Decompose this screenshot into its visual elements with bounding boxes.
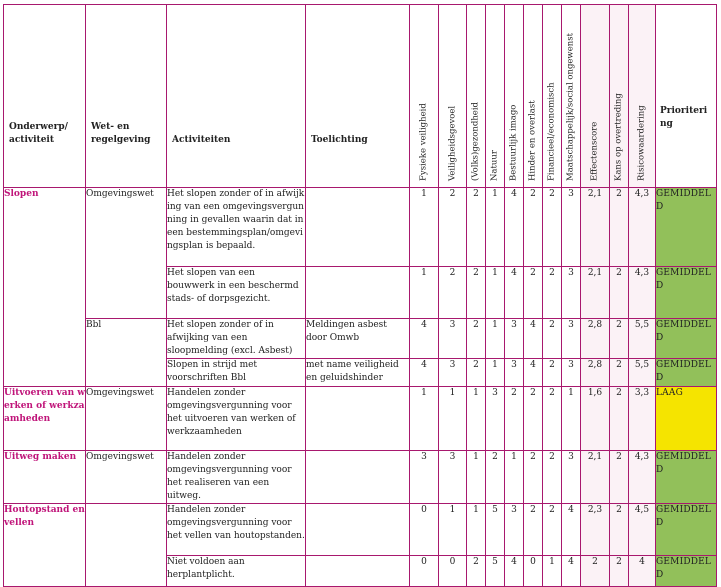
score-cell: 4 — [562, 504, 581, 556]
score-cell: 0 — [439, 556, 467, 587]
header-financieel-economisch — [543, 5, 562, 188]
effect-score-cell: 2,3 — [581, 504, 610, 556]
effect-score-cell: 2,1 — [581, 451, 610, 504]
table-row — [4, 188, 717, 267]
probability-cell: 2 — [610, 387, 629, 451]
effect-score-cell: 2 — [581, 556, 610, 587]
note-cell — [306, 504, 410, 556]
score-cell: 2 — [467, 359, 486, 387]
score-cell: 2 — [524, 188, 543, 267]
score-cell: 0 — [410, 504, 439, 556]
header-label: Kans op overtreding — [613, 93, 624, 181]
score-cell: 2 — [524, 267, 543, 319]
score-cell: 2 — [467, 267, 486, 319]
score-cell: 3 — [410, 451, 439, 504]
header-topic: Onderwerp/ activiteit — [4, 5, 86, 188]
header-label: Veiligheidsgevoel — [447, 105, 457, 181]
probability-cell: 2 — [610, 267, 629, 319]
score-cell: 2 — [467, 319, 486, 359]
score-cell: 2 — [543, 504, 562, 556]
effect-score-cell: 2,1 — [581, 188, 610, 267]
topic-cell: Houtopstand en vellen — [4, 504, 86, 587]
score-cell: 3 — [439, 451, 467, 504]
priority-badge: GEMIDDELD — [656, 319, 717, 359]
score-cell: 1 — [486, 359, 505, 387]
priority-badge: GEMIDDELD — [656, 359, 717, 387]
header-label: Effectenscore — [589, 121, 600, 181]
header-law: Wet- en regelgeving — [86, 5, 167, 188]
activity-cell: Het slopen van een bouwwerk in een beschermd stads- of dorpsgezicht. — [167, 267, 306, 319]
score-cell: 5 — [486, 556, 505, 587]
score-cell: 2 — [467, 188, 486, 267]
activity-cell: Handelen zonder omgevingsvergunning voor het uitvoeren van werken of werkzaamheden — [167, 387, 306, 451]
activity-cell: Handelen zonder omgevingsvergunning voor het realiseren van een uitweg. — [167, 451, 306, 504]
priority-badge: GEMIDDELD — [656, 188, 717, 267]
header-hinder-en-overlast — [524, 5, 543, 188]
probability-cell: 2 — [610, 188, 629, 267]
score-cell: 3 — [505, 504, 524, 556]
note-cell — [306, 188, 410, 267]
score-cell: 2 — [439, 267, 467, 319]
topic-cell: Uitvoeren van werken of werkzaamheden — [4, 387, 86, 451]
score-cell: 1 — [467, 387, 486, 451]
score-cell: 3 — [562, 188, 581, 267]
effect-score-cell: 2,1 — [581, 267, 610, 319]
score-cell: 1 — [486, 188, 505, 267]
note-cell — [306, 556, 410, 587]
law-cell — [86, 504, 167, 587]
law-cell: Omgevingswet — [86, 188, 167, 319]
effect-score-cell: 1,6 — [581, 387, 610, 451]
risk-value-cell: 3,3 — [629, 387, 656, 451]
header-activities: Activiteiten — [167, 5, 306, 188]
score-cell: 2 — [524, 387, 543, 451]
score-cell: 2 — [524, 451, 543, 504]
priority-badge: GEMIDDELD — [656, 267, 717, 319]
risk-value-cell: 4,5 — [629, 504, 656, 556]
score-cell: 1 — [410, 267, 439, 319]
score-cell: 1 — [439, 387, 467, 451]
risk-value-cell: 5,5 — [629, 359, 656, 387]
header-label: Natuur — [489, 150, 500, 181]
note-cell: met name veiligheid en geluidshinder — [306, 359, 410, 387]
score-cell: 5 — [486, 504, 505, 556]
header-natuur — [486, 5, 505, 188]
score-cell: 4 — [524, 319, 543, 359]
risk-value-cell: 4,3 — [629, 267, 656, 319]
score-cell: 2 — [543, 319, 562, 359]
risk-assessment-table — [3, 4, 717, 587]
score-cell: 1 — [439, 504, 467, 556]
score-cell: 1 — [410, 188, 439, 267]
table-row — [4, 451, 717, 504]
note-cell — [306, 267, 410, 319]
header-fysieke-veiligheid — [410, 5, 439, 188]
score-cell: 2 — [543, 387, 562, 451]
note-cell: Meldingen asbest door Omwb — [306, 319, 410, 359]
activity-cell: Slopen in strijd met voorschriften Bbl — [167, 359, 306, 387]
risk-value-cell: 5,5 — [629, 319, 656, 359]
activity-cell: Handelen zonder omgevingsvergunning voor het vellen van houtopstanden. — [167, 504, 306, 556]
score-cell: 1 — [486, 267, 505, 319]
note-cell — [306, 387, 410, 451]
score-cell: 1 — [467, 451, 486, 504]
activity-cell: Het slopen zonder of in afwijking van een sloopmelding (excl. Asbest) — [167, 319, 306, 359]
risk-value-cell: 4,3 — [629, 451, 656, 504]
score-cell: 1 — [486, 319, 505, 359]
score-cell: 1 — [410, 387, 439, 451]
score-cell: 3 — [562, 319, 581, 359]
score-cell: 2 — [467, 556, 486, 587]
score-cell: 4 — [410, 319, 439, 359]
score-cell: 1 — [562, 387, 581, 451]
priority-badge: LAAG — [656, 387, 717, 451]
header-risicowaardering — [629, 5, 656, 188]
table-row — [4, 387, 717, 451]
score-cell: 2 — [486, 451, 505, 504]
score-cell: 4 — [505, 556, 524, 587]
score-cell: 2 — [543, 188, 562, 267]
score-cell: 4 — [505, 267, 524, 319]
header-priority: Prioritering — [656, 5, 717, 188]
table-row — [4, 504, 717, 556]
effect-score-cell: 2,8 — [581, 359, 610, 387]
score-cell: 3 — [505, 319, 524, 359]
activity-cell: Het slopen zonder of in afwijking van een omgevingsvergunning in gevallen waarin dat in een bestemmingsplan/omgevingsplan is bepaald. — [167, 188, 306, 267]
score-cell: 2 — [543, 359, 562, 387]
score-cell: 3 — [562, 359, 581, 387]
priority-badge: GEMIDDELD — [656, 556, 717, 587]
topic-cell: Slopen — [4, 188, 86, 387]
header-label: Risicowaardering — [636, 105, 647, 181]
probability-cell: 2 — [610, 504, 629, 556]
law-cell: Omgevingswet — [86, 387, 167, 451]
activity-cell: Niet voldoen aan herplantplicht. — [167, 556, 306, 587]
header-label: Bestuurlijk imago — [508, 104, 519, 181]
header-explanation: Toelichting — [306, 5, 410, 188]
probability-cell: 2 — [610, 556, 629, 587]
score-cell: 2 — [505, 387, 524, 451]
header-label: Financieel/economisch — [546, 82, 557, 181]
law-cell: Omgevingswet — [86, 451, 167, 504]
effect-score-cell: 2,8 — [581, 319, 610, 359]
header-volksgezondheid — [467, 5, 486, 188]
probability-cell: 2 — [610, 451, 629, 504]
header-effectenscore — [581, 5, 610, 188]
header-kans-op-overtreding — [610, 5, 629, 188]
score-cell: 1 — [505, 451, 524, 504]
score-cell: 0 — [410, 556, 439, 587]
score-cell: 3 — [562, 451, 581, 504]
score-cell: 4 — [562, 556, 581, 587]
score-cell: 3 — [562, 267, 581, 319]
header-label: Fysieke veiligheid — [418, 103, 429, 181]
risk-value-cell: 4,3 — [629, 188, 656, 267]
topic-cell: Uitweg maken — [4, 451, 86, 504]
score-cell: 0 — [524, 556, 543, 587]
score-cell: 3 — [439, 359, 467, 387]
score-cell: 2 — [439, 188, 467, 267]
probability-cell: 2 — [610, 319, 629, 359]
score-cell: 3 — [505, 359, 524, 387]
header-bestuurlijk-imago — [505, 5, 524, 188]
score-cell: 1 — [467, 504, 486, 556]
score-cell: 3 — [486, 387, 505, 451]
header-row — [4, 5, 717, 188]
note-cell — [306, 451, 410, 504]
score-cell: 2 — [524, 504, 543, 556]
header-label: (Volks)gezondheid — [470, 102, 481, 181]
score-cell: 4 — [410, 359, 439, 387]
priority-badge: GEMIDDELD — [656, 451, 717, 504]
score-cell: 3 — [439, 319, 467, 359]
law-cell: Bbl — [86, 319, 167, 387]
probability-cell: 2 — [610, 359, 629, 387]
header-maatschappelijk — [562, 5, 581, 188]
score-cell: 4 — [505, 188, 524, 267]
score-cell: 4 — [524, 359, 543, 387]
table-row — [4, 319, 717, 359]
score-cell: 2 — [543, 267, 562, 319]
header-veiligheidsgevoel — [439, 5, 467, 188]
score-cell: 1 — [543, 556, 562, 587]
header-label: Maatschappelijk/social ongewenst — [565, 33, 576, 181]
header-label: Hinder en overlast — [527, 100, 538, 181]
risk-value-cell: 4 — [629, 556, 656, 587]
score-cell: 2 — [543, 451, 562, 504]
priority-badge: GEMIDDELD — [656, 504, 717, 556]
